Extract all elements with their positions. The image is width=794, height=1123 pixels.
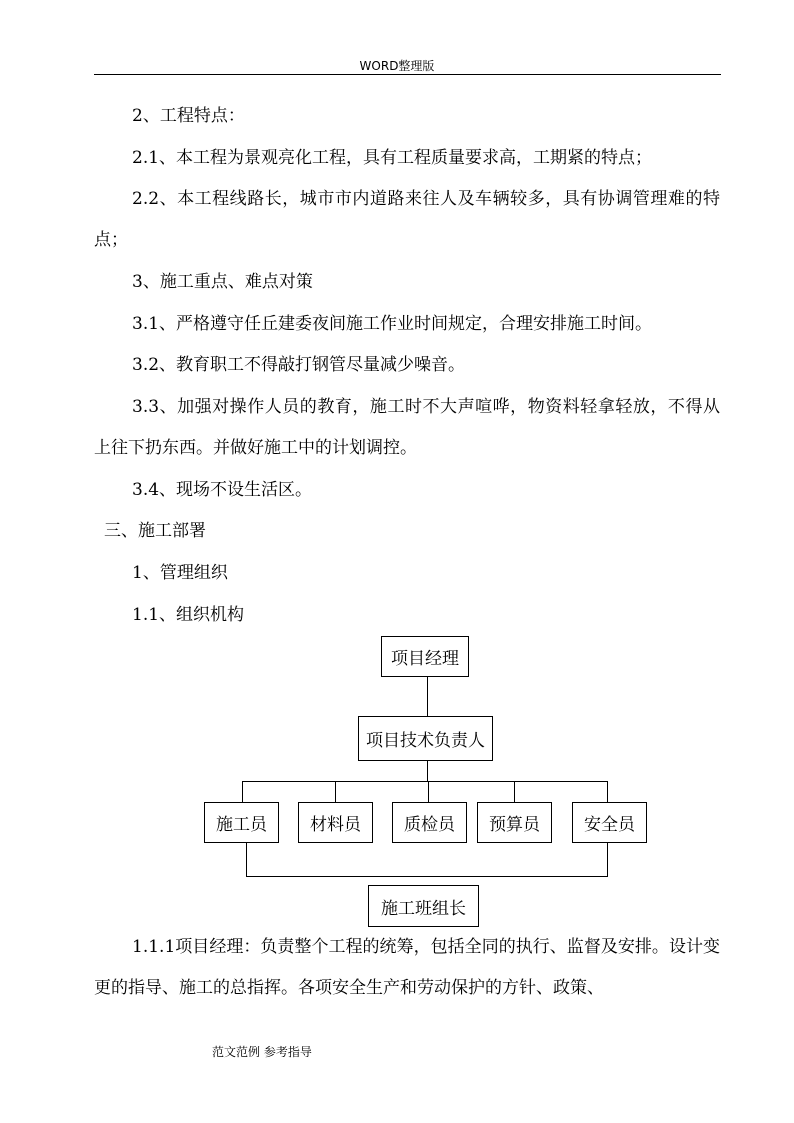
connector-line	[427, 677, 428, 716]
org-box-technical-lead: 项目技术负责人	[358, 716, 493, 761]
paragraph: 3.1、严格遵守任丘建委夜间施工作业时间规定，合理安排施工时间。	[132, 314, 653, 334]
connector-line	[246, 843, 247, 877]
org-box-staff: 质检员	[392, 802, 467, 843]
section-heading: 3、施工重点、难点对策	[132, 272, 313, 292]
paragraph: 1.1.1项目经理：负责整个工程的统筹，包括全同的执行、监督及安排。设计变更的指导、施工的总指挥。各项安全生产和劳动保护的方针、政策、	[94, 937, 720, 998]
paragraph: 3.2、教育职工不得敲打钢管尽量减少噪音。	[132, 355, 466, 375]
connector-line	[246, 876, 608, 877]
org-box-staff: 施工员	[204, 802, 279, 843]
chapter-heading: 三、施工部署	[104, 521, 206, 541]
paragraph: 2.2、本工程线路长，城市市内道路来往人及车辆较多，具有协调管理难的特点；	[94, 189, 720, 250]
paragraph: 3.3、加强对操作人员的教育，施工时不大声喧哗，物资料轻拿轻放，不得从上往下扔东西。并做好施工中的计划调控。	[94, 397, 720, 458]
org-box-project-manager: 项目经理	[381, 636, 469, 677]
section-heading: 1.1、组织机构	[132, 605, 245, 625]
org-box-staff: 预算员	[477, 802, 552, 843]
connector-line	[242, 781, 243, 802]
connector-line	[242, 781, 608, 782]
header-divider	[94, 74, 721, 75]
connector-line	[607, 843, 608, 877]
connector-line	[607, 781, 608, 802]
connector-line	[428, 781, 429, 802]
footer-text: 范文范例 参考指导	[212, 1045, 312, 1059]
connector-line	[514, 781, 515, 802]
org-box-staff: 材料员	[298, 802, 373, 843]
header-text: WORD整理版	[359, 59, 435, 73]
org-box-team-lead: 施工班组长	[368, 885, 479, 927]
org-box-staff: 安全员	[572, 802, 647, 843]
paragraph: 3.4、现场不设生活区。	[132, 480, 313, 500]
paragraph: 2.1、本工程为景观亮化工程，具有工程质量要求高，工期紧的特点；	[132, 148, 653, 168]
connector-line	[427, 761, 428, 782]
section-heading: 2、工程特点：	[132, 106, 245, 126]
connector-line	[335, 781, 336, 802]
section-heading: 1、管理组织	[132, 563, 228, 583]
